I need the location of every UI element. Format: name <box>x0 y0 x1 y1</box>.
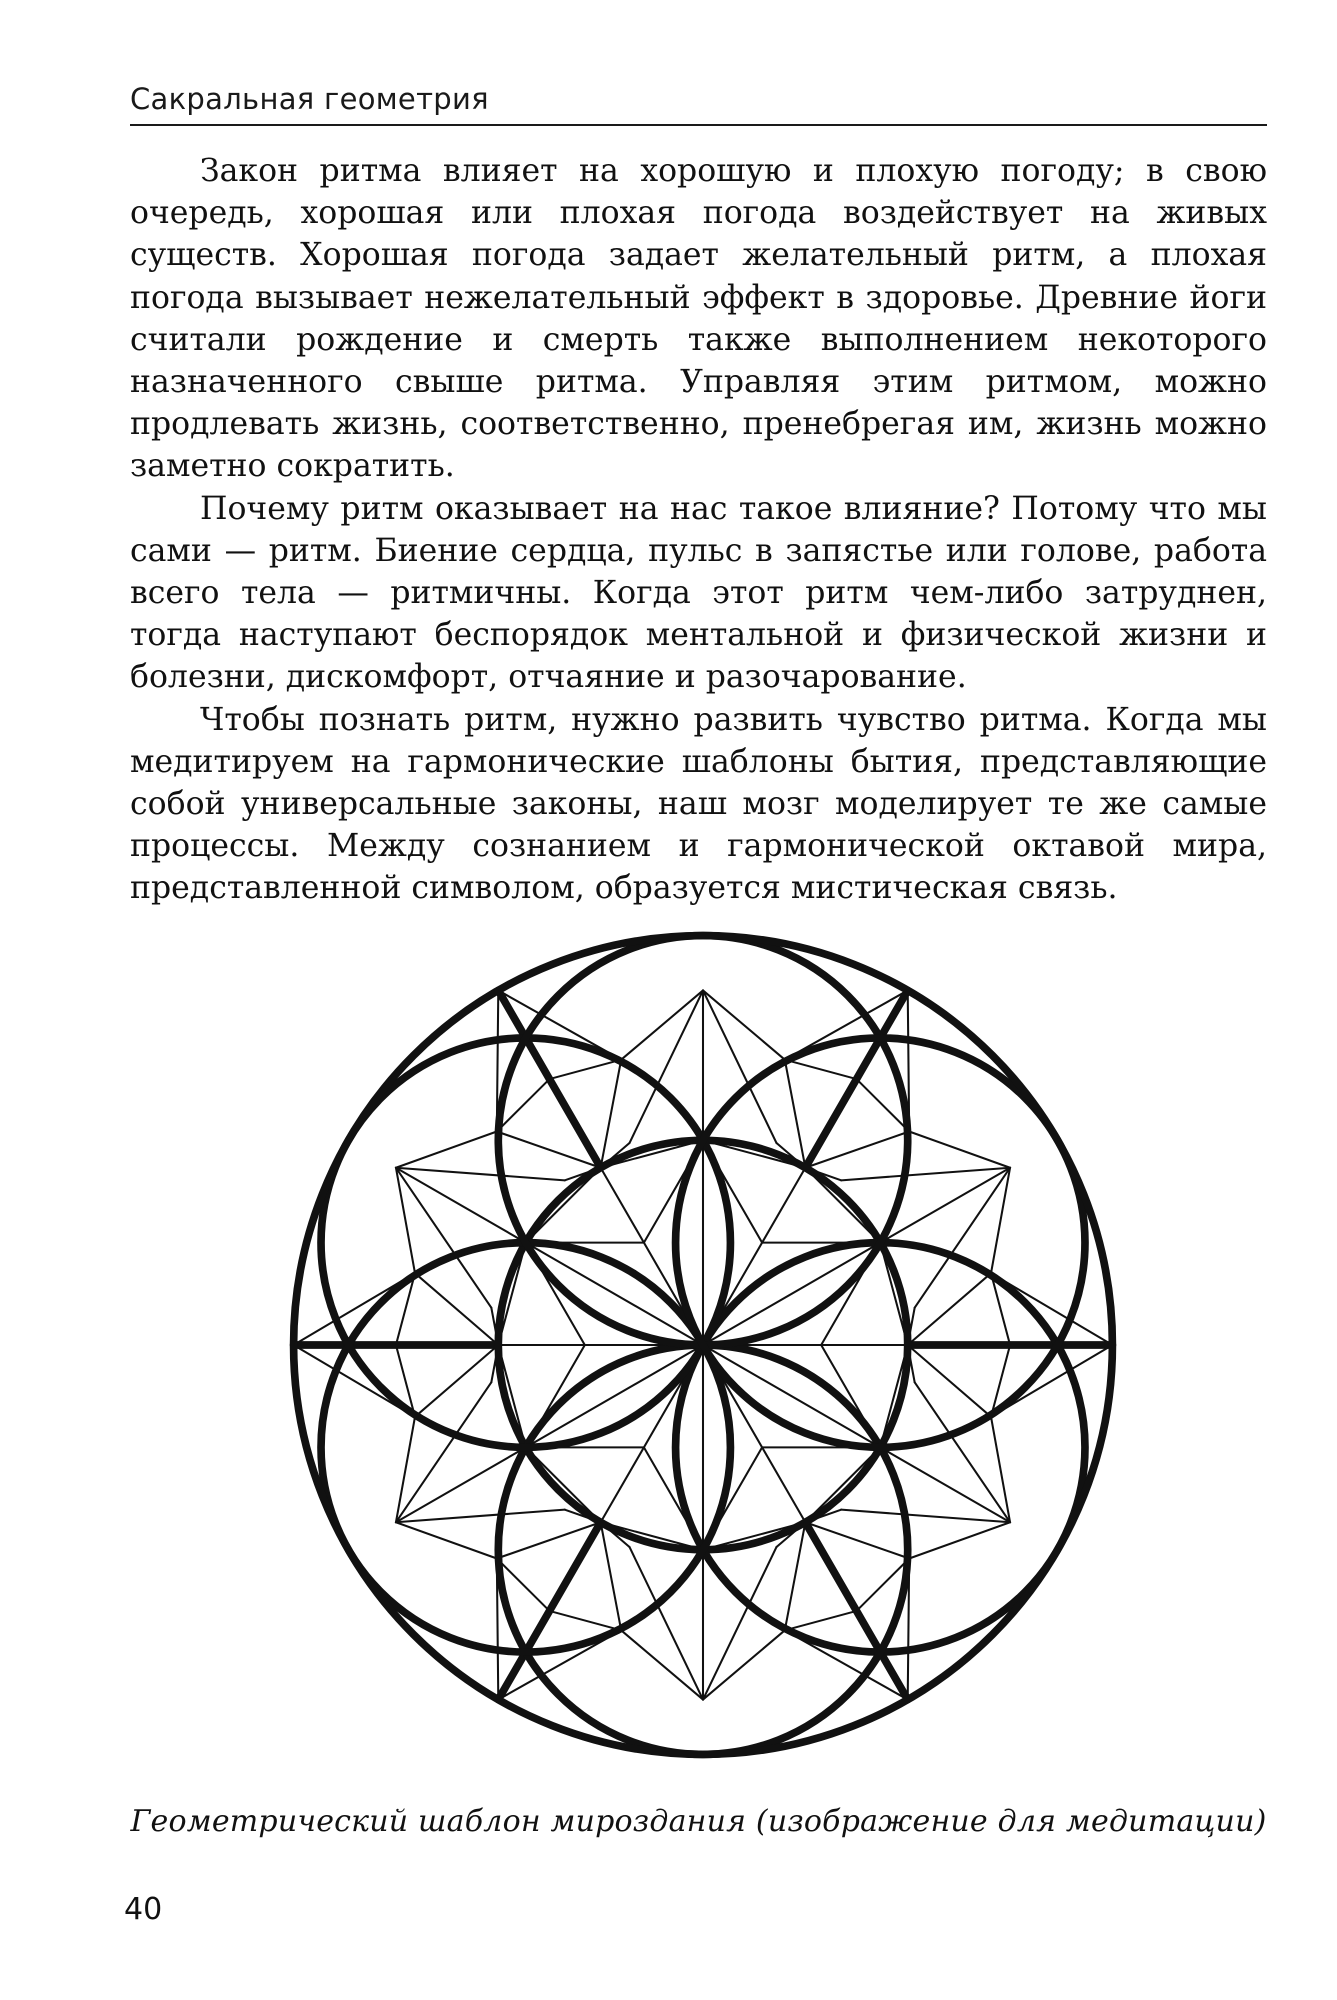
lens-star-line <box>549 1060 621 1079</box>
lens-star-line <box>396 1522 497 1558</box>
seed-of-life-mandala <box>268 910 1138 1780</box>
lens-star-line <box>415 1345 498 1417</box>
lens-star-line <box>703 990 785 1059</box>
sacred-geometry-figure <box>268 910 1138 1780</box>
petal-edge-line <box>841 1510 1010 1523</box>
lens-star-line <box>703 1630 785 1699</box>
thick-diagonal-line <box>498 1522 600 1699</box>
page-number: 40 <box>124 1892 163 1927</box>
running-head: Сакральная геометрия <box>130 82 489 116</box>
lens-star-line <box>909 1131 1010 1167</box>
lens-star-line <box>785 1060 857 1079</box>
petal-edge-line <box>396 1382 491 1522</box>
lens-star-line <box>415 1273 498 1345</box>
petal-edge-line <box>396 1168 491 1308</box>
lens-star-line <box>396 1417 415 1522</box>
thick-diagonal-line <box>805 1522 907 1699</box>
lens-star-line <box>396 1131 497 1167</box>
figure-caption: Геометрический шаблон мироздания (изображение для медитации) <box>130 1804 1267 1839</box>
body-text <box>130 150 1267 910</box>
header-rule <box>130 124 1267 126</box>
petal-edge-line <box>915 1168 1010 1308</box>
lens-star-line <box>991 1168 1010 1273</box>
thick-diagonal-line <box>805 990 907 1167</box>
lens-star-line <box>621 1630 703 1699</box>
petal-edge-line <box>396 1168 565 1181</box>
paragraph-1: Закон ритма влияет на хорошую и плохую погоду; в свою очередь, хорошая или плохая погода воздействует на живых существ. Хорошая погода задает желательный ритм, а плохая погода вызывает нежелательный эффект в здоровье. Древние йоги считали рождение и смерть также выполнением некоторого назначенного свыше ритма. Управляя этим ритмом, можно продлевать жизнь, соответственно, пренебрегая им, жизнь можно заметно сократить. <box>130 153 1267 485</box>
lens-star-line <box>396 1168 415 1273</box>
petal-edge-line <box>841 1168 1010 1181</box>
paragraph-2: Почему ритм оказывает на нас такое влияние? Потому что мы сами — ритм. Биение сердца, пульс в запястье или голове, работа всего тела — ритмичны. Когда этот ритм чем-либо затруднен, тогда наступают беспорядок ментальной и физической жизни и болезни, дискомфорт, отчаяние и разочарование. <box>130 490 1267 696</box>
lens-star-line <box>785 1611 857 1630</box>
lens-star-line <box>908 1273 991 1345</box>
petal-edge-line <box>915 1382 1010 1522</box>
lens-star-line <box>549 1611 621 1630</box>
thick-diagonal-line <box>498 990 600 1167</box>
lens-star-line <box>621 990 703 1059</box>
lens-star-line <box>908 1345 991 1417</box>
paragraph-3: Чтобы познать ритм, нужно развить чувство ритма. Когда мы медитируем на гармонические шаблоны бытия, представляющие собой универсальные законы, наш мозг моделирует те же самые процессы. Между сознанием и гармонической октавой мира, представленной символом, образуется мистическая связь. <box>130 701 1267 907</box>
lens-star-line <box>991 1417 1010 1522</box>
petal-edge-line <box>396 1510 565 1523</box>
lens-star-line <box>909 1522 1010 1558</box>
